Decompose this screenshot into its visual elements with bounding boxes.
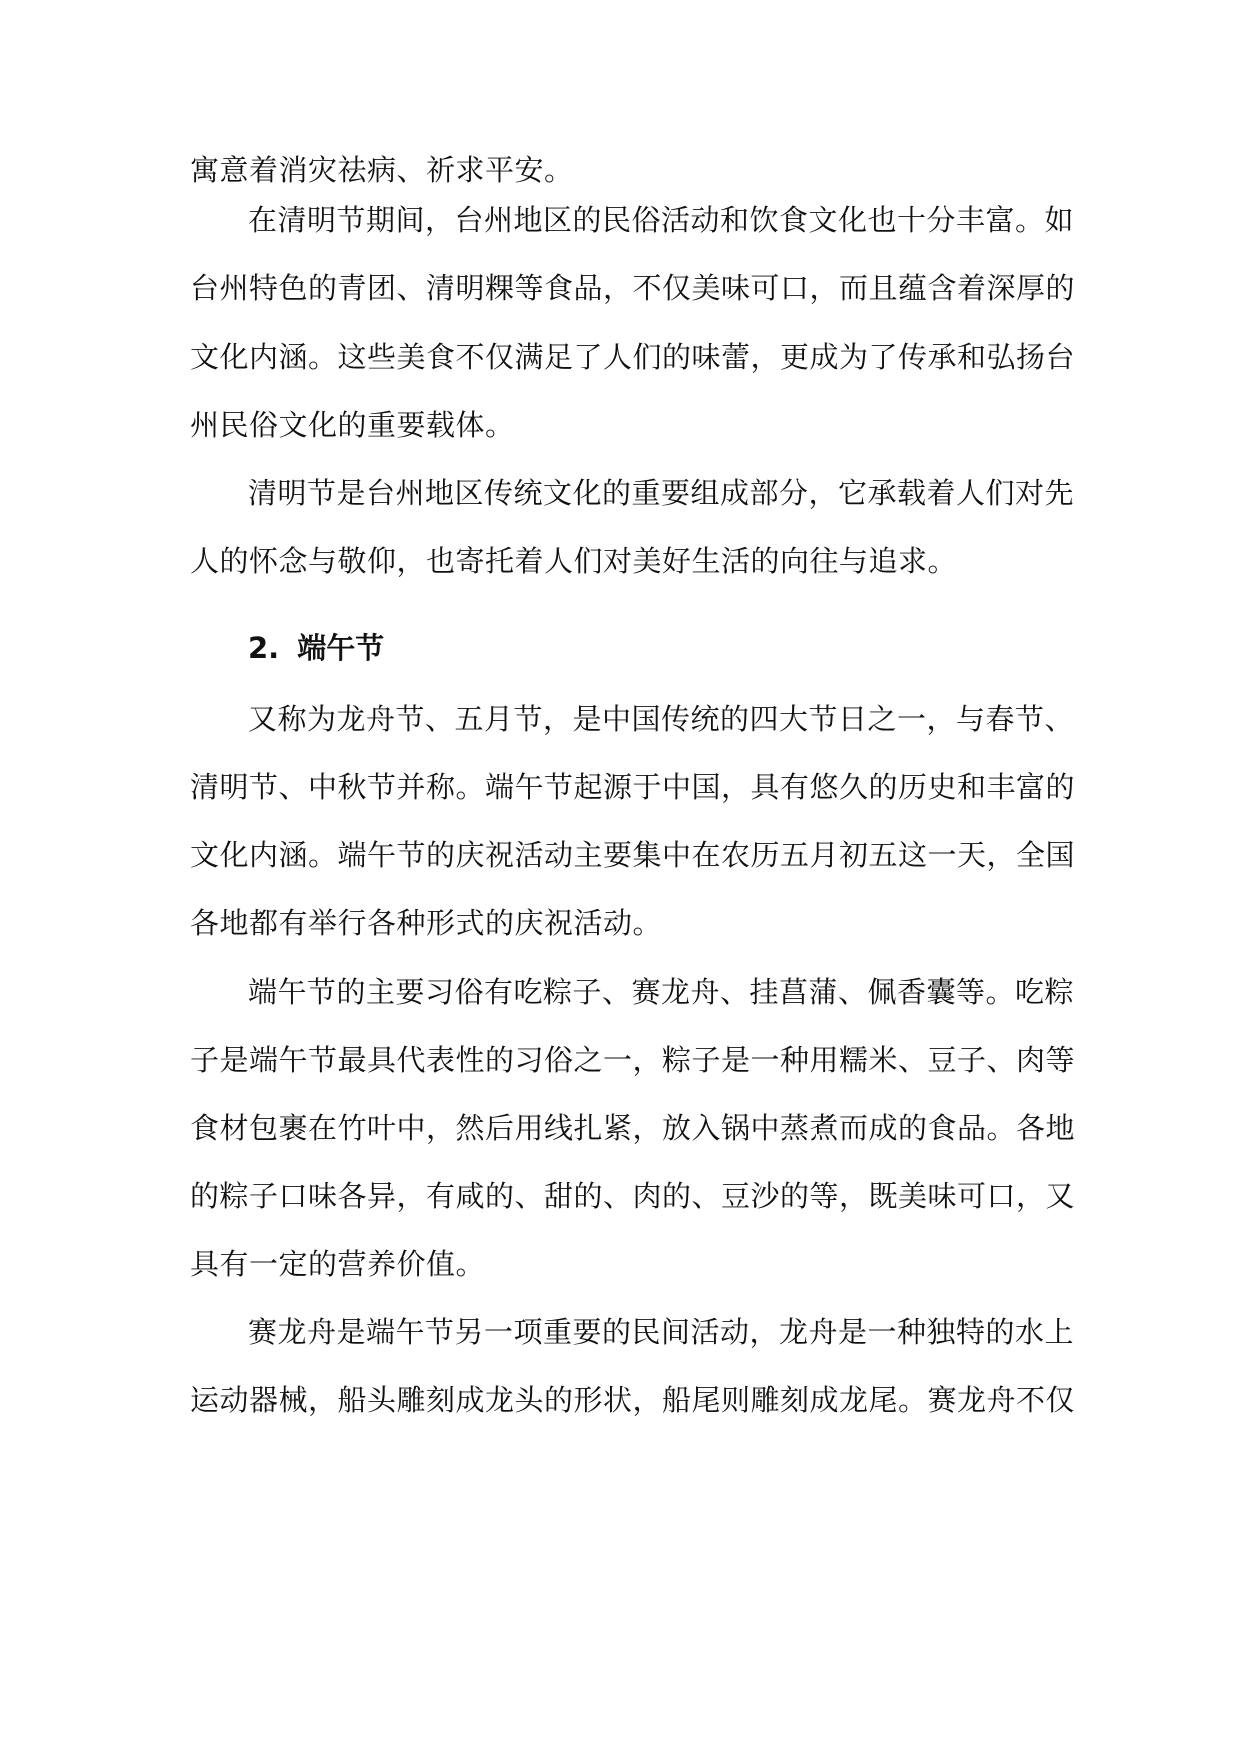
paragraph-line: 台州特色的青团、清明粿等食品，不仅美味可口，而且蕴含着深厚的 bbox=[190, 271, 1076, 305]
paragraph-line: 各地都有举行各种形式的庆祝活动。 bbox=[190, 906, 663, 940]
paragraph-line: 具有一定的营养价值。 bbox=[190, 1247, 486, 1281]
paragraph-line: 州民俗文化的重要载体。 bbox=[190, 408, 515, 442]
paragraph-line: 运动器械，船头雕刻成龙头的形状，船尾则雕刻成龙尾。赛龙舟不仅 bbox=[190, 1383, 1076, 1417]
paragraph-line: 的粽子口味各异，有咸的、甜的、肉的、豆沙的等，既美味可口，又 bbox=[190, 1179, 1076, 1213]
paragraph-line: 在清明节期间，台州地区的民俗活动和饮食文化也十分丰富。如 bbox=[248, 203, 1075, 237]
paragraph-line: 又称为龙舟节、五月节，是中国传统的四大节日之一，与春节、 bbox=[248, 702, 1075, 736]
paragraph-line: 清明节、中秋节并称。端午节起源于中国，具有悠久的历史和丰富的 bbox=[190, 770, 1076, 804]
paragraph-line: 人的怀念与敬仰，也寄托着人们对美好生活的向往与追求。 bbox=[190, 544, 958, 578]
paragraph-line: 清明节是台州地区传统文化的重要组成部分，它承载着人们对先 bbox=[248, 476, 1075, 510]
section-heading bbox=[248, 630, 384, 666]
paragraph-line: 赛龙舟是端午节另一项重要的民间活动，龙舟是一种独特的水上 bbox=[248, 1315, 1075, 1349]
section-number: 2. bbox=[248, 631, 280, 665]
paragraph-line: 端午节的主要习俗有吃粽子、赛龙舟、挂菖蒲、佩香囊等。吃粽 bbox=[248, 975, 1075, 1009]
paragraph-line: 文化内涵。这些美食不仅满足了人们的味蕾，更成为了传承和弘扬台 bbox=[190, 340, 1076, 374]
paragraph-line: 子是端午节最具代表性的习俗之一，粽子是一种用糯米、豆子、肉等 bbox=[190, 1043, 1076, 1077]
paragraph-line: 文化内涵。端午节的庆祝活动主要集中在农历五月初五这一天，全国 bbox=[190, 838, 1076, 872]
paragraph-line: 食材包裹在竹叶中，然后用线扎紧，放入锅中蒸煮而成的食品。各地 bbox=[190, 1111, 1076, 1145]
section-title: 端午节 bbox=[297, 631, 385, 665]
paragraph-line: 寓意着消灾祛病、祈求平安。 bbox=[190, 153, 574, 187]
